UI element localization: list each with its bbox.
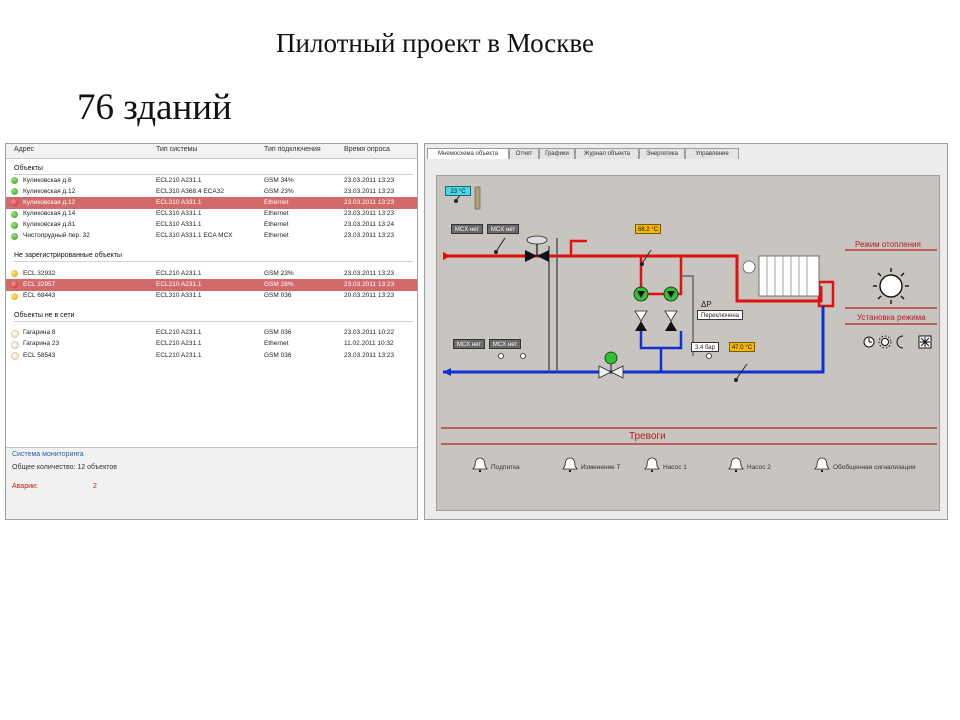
table-row[interactable]: ECL 32957 ECL210 A231.1 GSM 28% 23.03.2011 13:23 <box>6 279 417 290</box>
column-header-connection[interactable]: Тип подключения <box>264 146 321 153</box>
bell-icon <box>815 458 829 472</box>
status-alarm-icon <box>11 199 18 206</box>
group-header[interactable]: Объекты не в сети <box>6 310 417 322</box>
table-row[interactable]: Гагарина 8 ECL210 A231.1 GSM 036 23.03.2011 10:22 <box>6 328 417 339</box>
status-warning-icon <box>11 293 18 300</box>
mcx-status-4: MCX нет <box>489 339 521 349</box>
heating-scheme <box>436 175 940 511</box>
alarm-pump-2[interactable]: Насос 2 <box>747 464 771 471</box>
tab-report[interactable]: Отчет <box>509 148 539 159</box>
objects-panel <box>5 143 418 520</box>
mcx-status-1: MCX нет <box>451 224 483 234</box>
alarms-title: Тревоги <box>629 431 666 442</box>
mode-clock-icon <box>864 337 874 347</box>
mode-sun-icon <box>879 336 891 348</box>
bell-icon <box>645 458 659 472</box>
slide-title: Пилотный проект в Москве <box>276 28 594 58</box>
mcx-status-2: MCX нет <box>487 224 519 234</box>
mode-moon-icon <box>897 336 903 348</box>
table-row[interactable]: Куликовская д.14 ECL310 A331.1 Ethernet 23.03.2011 13:23 <box>6 209 417 220</box>
status-ok-icon <box>11 177 18 184</box>
tab-control[interactable]: Управление <box>685 148 739 159</box>
supply-temperature-value: 68.2 °C <box>635 224 661 234</box>
monitoring-summary <box>6 447 417 520</box>
pressure-value: 3.4 бар <box>691 342 719 352</box>
radiator-valve-icon <box>743 261 755 273</box>
table-row[interactable]: Чистопрудный пер. 32 ECL310 A331.1 ECA MCX Ethernet 23.03.2011 13:23 <box>6 231 417 242</box>
return-arrow-icon <box>443 368 451 376</box>
scheme-panel <box>424 143 948 520</box>
valve-status-icon <box>605 352 617 364</box>
thermometer-icon <box>475 187 480 209</box>
status-offline-icon <box>11 352 19 360</box>
tab-journal[interactable]: Журнал объекта <box>575 148 639 159</box>
bell-icon <box>729 458 743 472</box>
room-temperature-value: 23 °C <box>445 186 471 196</box>
tab-scheme[interactable]: Мнемосхема объекта <box>427 148 509 159</box>
bell-icon <box>473 458 487 472</box>
status-ok-icon <box>11 211 18 218</box>
table-row[interactable]: Куликовская д.12 ECL310 A368.4 ECA32 GSM 23% 23.03.2011 13:23 <box>6 186 417 197</box>
valve-actuator-icon <box>527 236 547 244</box>
table-row[interactable]: Гагарина 23 ECL210 A231.1 Ethernet 11.02.2011 10:32 <box>6 339 417 350</box>
sun-icon <box>873 268 909 304</box>
column-header-address[interactable]: Адрес <box>14 146 35 153</box>
supply-arrow-icon <box>443 252 451 260</box>
tab-charts[interactable]: Графики <box>539 148 575 159</box>
return-temperature-value: 47.0 °C <box>729 342 755 352</box>
status-ok-icon <box>11 233 18 240</box>
heating-mode-title: Режим отопления <box>855 240 921 249</box>
table-row[interactable]: Куликовская д.12 ECL310 A331.1 Ethernet 23.03.2011 13:23 <box>6 197 417 208</box>
column-header-system[interactable]: Тип системы <box>156 146 198 153</box>
alarm-temp-change[interactable]: Изменение T <box>581 464 621 471</box>
tab-energy[interactable]: Энергетика <box>639 148 685 159</box>
table-row[interactable]: ECL 68443 ECL310 A331.1 GSM 036 20.03.2011 13:23 <box>6 291 417 302</box>
table-row[interactable]: ECL 32932 ECL210 A231.1 GSM 23% 23.03.2011 13:23 <box>6 268 417 279</box>
mcx-status-3: MCX нет <box>453 339 485 349</box>
slide-subtitle: 76 зданий <box>77 87 232 128</box>
mode-setting-title[interactable]: Установка режима <box>857 313 926 322</box>
status-ok-icon <box>11 188 18 195</box>
radiator-icon <box>759 256 819 296</box>
alarm-makeup[interactable]: Подпитка <box>491 464 520 471</box>
bell-icon <box>563 458 577 472</box>
monitoring-alarm-label: Аварии: <box>12 483 38 490</box>
objects-table-header <box>6 144 417 159</box>
monitoring-alarm-count: 2 <box>93 483 97 490</box>
group-header[interactable]: Не зарегистрированные объекты <box>6 250 417 262</box>
valve-state-label: Переключена <box>697 310 743 320</box>
monitoring-total: Общее количество: 12 объектов <box>12 464 117 471</box>
delta-p-label: ΔP <box>701 300 712 309</box>
alarm-general[interactable]: Обобщенная сигнализация <box>833 464 916 471</box>
status-warning-icon <box>11 270 18 277</box>
alarm-pump-1[interactable]: Насос 1 <box>663 464 687 471</box>
group-header[interactable]: Объекты <box>6 163 417 175</box>
status-offline-icon <box>11 330 19 338</box>
status-ok-icon <box>11 222 18 229</box>
column-header-time[interactable]: Время опроса <box>344 146 390 153</box>
table-row[interactable]: Куликовская д.81 ECL310 A331.1 Ethernet 23.03.2011 13:24 <box>6 220 417 231</box>
table-row[interactable]: Куликовская д.6 ECL210 A231.1 GSM 34% 23.03.2011 13:23 <box>6 175 417 186</box>
monitoring-title: Система мониторинга <box>12 451 84 458</box>
status-alarm-icon <box>11 281 18 288</box>
table-row[interactable]: ECL 58543 ECL210 A231.1 GSM 036 23.03.2011 13:23 <box>6 350 417 361</box>
status-offline-icon <box>11 341 19 349</box>
mode-frost-icon <box>919 336 931 348</box>
